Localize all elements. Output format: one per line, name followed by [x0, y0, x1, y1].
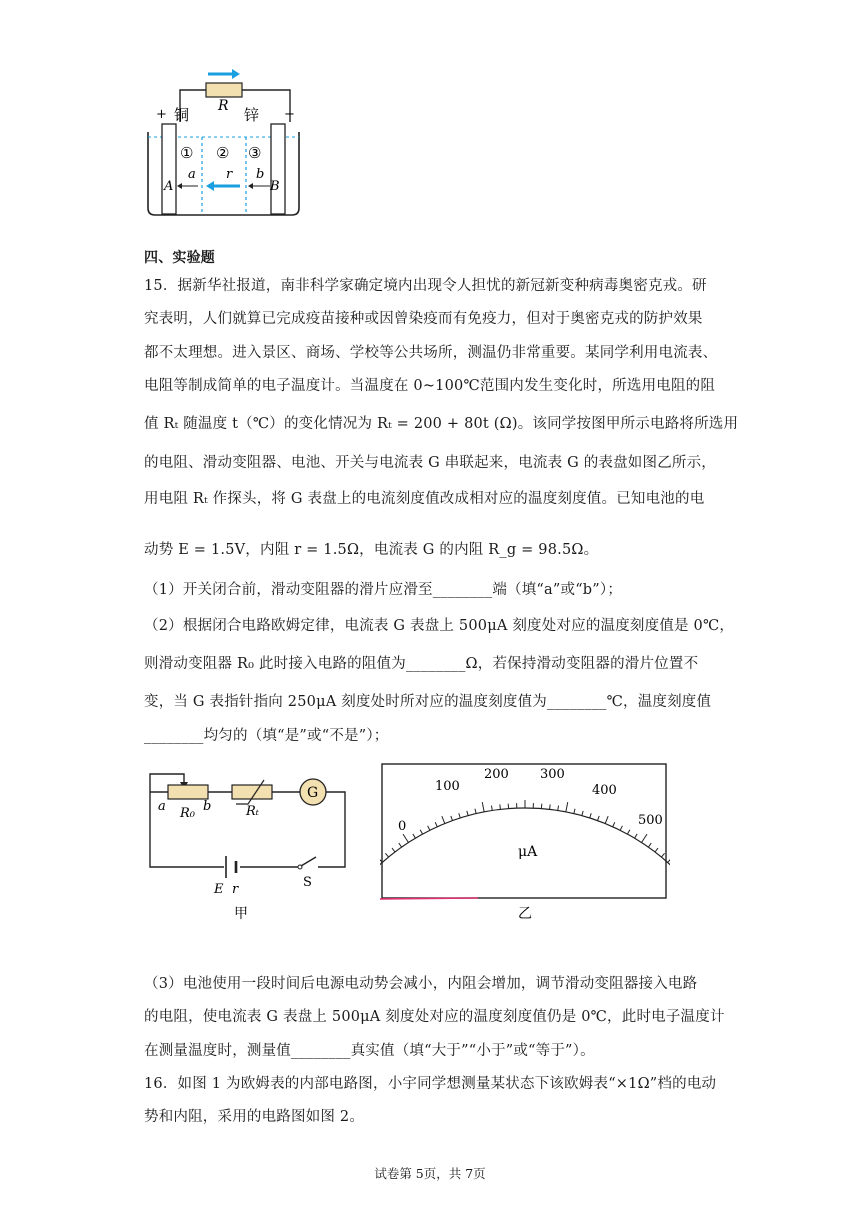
- tick-label-200: 200: [484, 767, 509, 782]
- q15-part2-line-4: ________均匀的（填“是”或“不是”）；: [144, 728, 389, 744]
- Rt-label: Rₜ: [246, 804, 259, 819]
- r-label: r: [226, 167, 233, 182]
- page-footer: 试卷第 5页，共 7页: [374, 1166, 486, 1181]
- a-terminal-label: a: [158, 799, 166, 814]
- thermistor-Rt: [232, 785, 272, 799]
- caption-yi: 乙: [518, 906, 532, 922]
- q15-part3-line-1: （3）电池使用一段时间后电源电动势会减小，内阻会增加，调节滑动变阻器接入电路: [144, 976, 698, 992]
- copper-label: 铜: [174, 106, 190, 124]
- b-terminal-label: b: [203, 799, 212, 814]
- q15-part3-line-3: 在测量温度时，测量值________真实值（填“大于”“小于”或“等于”）。: [144, 1043, 595, 1059]
- q15-line-8: 动势 E = 1.5V，内阻 r = 1.5Ω，电流表 G 的内阻 R_g = 98.5Ω。: [144, 542, 599, 558]
- q15-line-5: 值 Rₜ 随温度 t（℃）的变化情况为 Rₜ = 200 + 80t (Ω)。该同学按图甲所示电路将所选用: [144, 416, 739, 432]
- current-arrow-middle: [206, 181, 214, 191]
- tick-label-400: 400: [592, 783, 617, 798]
- meter-dial-yi: [380, 762, 670, 922]
- q15-part2-line-3: 变，当 G 表指针指向 250μA 刻度处时所对应的温度刻度值为________℃，温度刻度值: [144, 694, 712, 710]
- copper-electrode-A: [162, 124, 176, 214]
- minus-label: −: [284, 107, 295, 122]
- R-label: R: [218, 98, 229, 114]
- region-1-label: ①: [180, 144, 194, 162]
- A-label: A: [164, 179, 174, 194]
- q15-part2-line-1: （2）根据闭合电路欧姆定律，电流表 G 表盘上 500μA 刻度处对应的温度刻度值是 0℃，: [144, 618, 735, 634]
- R0-label: R₀: [180, 806, 195, 821]
- circuit-diagram-jia: [140, 762, 360, 922]
- B-label: B: [270, 179, 280, 194]
- q15-part2-line-2: 则滑动变阻器 R₀ 此时接入电路的阻值为________Ω，若保持滑动变阻器的滑片位置不: [144, 656, 699, 672]
- b-label: b: [256, 167, 265, 182]
- q15-part1: （1）开关闭合前，滑动变阻器的滑片应滑至________端（填“a”或“b”）；: [144, 582, 623, 598]
- unit-label: μA: [518, 844, 538, 860]
- q15-part3-line-2: 的电阻，使电流表 G 表盘上 500μA 刻度处对应的温度刻度值仍是 0℃，此时电子温度计: [144, 1009, 725, 1025]
- plus-label: +: [156, 107, 167, 122]
- dial-tick: [550, 804, 551, 809]
- q16-line-1: 16．如图 1 为欧姆表的内部电路图，小宇同学想测量某状态下该欧姆表“×1Ω”档的电动: [144, 1076, 717, 1092]
- dial-tick: [668, 859, 670, 863]
- region-3-label: ③: [248, 144, 262, 162]
- a-label: a: [188, 167, 196, 182]
- electrolytic-cell-figure: [140, 62, 310, 222]
- S-label: S: [303, 875, 312, 890]
- tick-label-500: 500: [638, 813, 663, 828]
- q15-line-7: 用电阻 Rₜ 作探头，将 G 表盘上的电流刻度值改成相对应的温度刻度值。已知电池的电: [144, 491, 705, 507]
- E-label: E: [214, 882, 224, 897]
- rheostat-R0: [168, 785, 208, 799]
- region-2-label: ②: [216, 144, 230, 162]
- dial-tick: [500, 804, 501, 809]
- zinc-label: 锌: [244, 106, 260, 124]
- zinc-electrode-B: [271, 124, 285, 214]
- q15-line-4: 电阻等制成简单的电子温度计。当温度在 0~100℃范围内发生变化时，所选用电阻的阻: [144, 378, 716, 394]
- tick-label-100: 100: [435, 779, 460, 794]
- meter-needle: [380, 898, 478, 899]
- tick-label-300: 300: [540, 767, 565, 782]
- q15-line-1: 15．据新华社报道，南非科学家确定境内出现令人担忧的新冠新变种病毒奥密克戎。研: [144, 278, 707, 294]
- switch-S: [301, 857, 316, 866]
- tick-label-0: 0: [398, 819, 407, 834]
- resistor-R: [206, 83, 242, 97]
- current-arrow-top: [232, 69, 240, 79]
- q15-line-3: 都不太理想。进入景区、商场、学校等公共场所，测温仍非常重要。某同学利用电流表、: [144, 345, 718, 361]
- q16-line-2: 势和内阻，采用的电路图如图 2。: [144, 1109, 365, 1125]
- G-label: G: [307, 785, 319, 801]
- r-label: r: [232, 882, 239, 897]
- caption-jia: 甲: [234, 906, 248, 922]
- q15-line-6: 的电阻、滑动变阻器、电池、开关与电流表 G 串联起来，电流表 G 的表盘如图乙所示，: [144, 455, 716, 471]
- section-title: 四、实验题: [144, 250, 215, 266]
- q15-line-2: 究表明，人们就算已完成疫苗接种或因曾染疫而有免疫力，但对于奥密克戎的防护效果: [144, 311, 703, 327]
